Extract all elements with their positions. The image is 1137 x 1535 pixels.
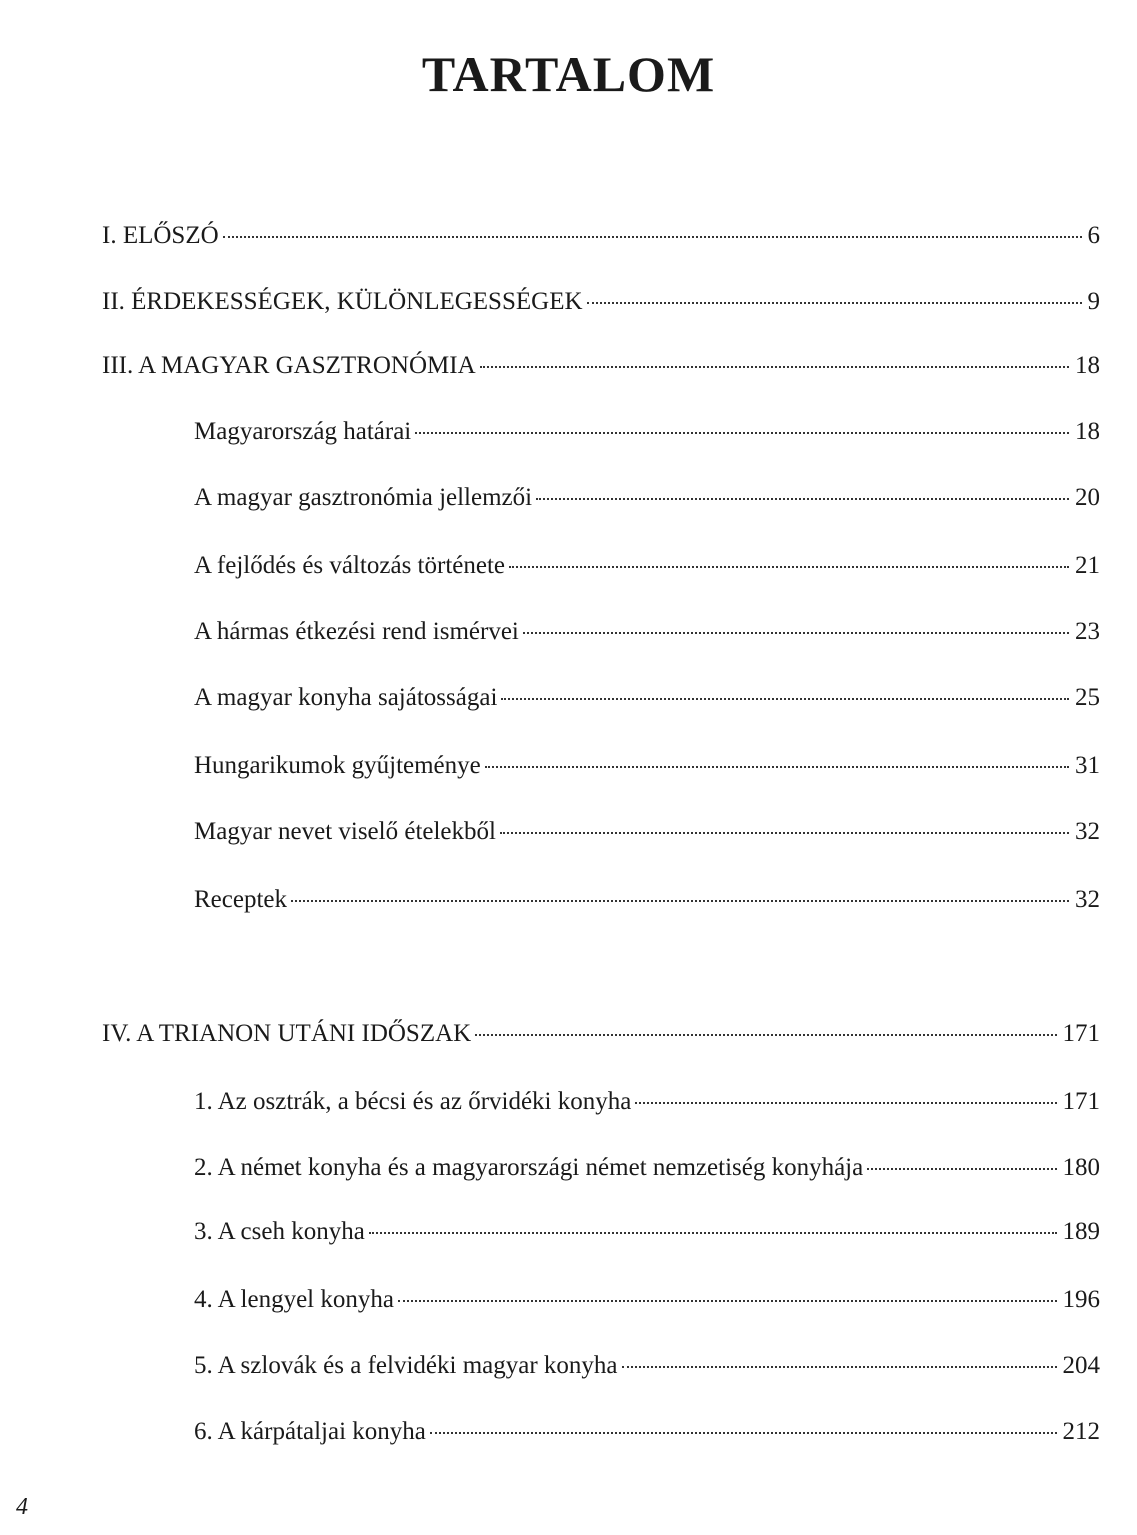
toc-entry-label: 2. A német konyha és a magyarországi német nemzetiség konyhája: [194, 1154, 864, 1181]
toc-subentry: [194, 750, 1100, 782]
toc-entry-label: Receptek: [194, 886, 288, 913]
toc-entry-label: 5. A szlovák és a felvidéki magyar konyha: [194, 1352, 618, 1379]
toc-subentry: [194, 1086, 1100, 1118]
toc-entry-label: 4. A lengyel konyha: [194, 1286, 394, 1313]
toc-entry-label: A hármas étkezési rend ismérvei: [194, 618, 519, 645]
toc-entry-label: III. A MAGYAR GASZTRONÓMIA: [102, 352, 476, 379]
toc-entry-label: Magyarország határai: [194, 418, 412, 445]
dot-leader: [523, 632, 1069, 634]
toc-subentry: [194, 1416, 1100, 1448]
toc-entry-page: 212: [1062, 1418, 1100, 1445]
dot-leader: [223, 236, 1082, 238]
toc-entry-label: Hungarikumok gyűjteménye: [194, 752, 481, 779]
toc-subentry: [194, 616, 1100, 648]
toc-subentry: [194, 1152, 1100, 1184]
toc-subentry: [194, 816, 1100, 848]
dot-leader: [415, 432, 1069, 434]
dot-leader: [430, 1432, 1057, 1434]
toc-entry-magyar-gasztronomia: [102, 350, 1100, 382]
toc-entry-label: A magyar gasztronómia jellemzői: [194, 484, 533, 511]
dot-leader: [475, 1034, 1056, 1036]
toc-entry-page: 171: [1062, 1020, 1100, 1047]
dot-leader: [485, 766, 1069, 768]
toc-entry-page: 32: [1075, 886, 1100, 913]
toc-entry-page: 196: [1062, 1286, 1100, 1313]
toc-entry-label: 3. A cseh konyha: [194, 1218, 365, 1245]
toc-entry-label: 6. A kárpátaljai konyha: [194, 1418, 426, 1445]
toc-entry-page: 20: [1075, 484, 1100, 511]
toc-entry-label: II. ÉRDEKESSÉGEK, KÜLÖNLEGESSÉGEK: [102, 288, 583, 315]
dot-leader: [398, 1300, 1057, 1302]
dot-leader: [500, 832, 1069, 834]
toc-entry-label: I. ELŐSZÓ: [102, 222, 219, 249]
dot-leader: [291, 900, 1069, 902]
toc-subentry: [194, 1350, 1100, 1382]
toc-entry-page: 23: [1075, 618, 1100, 645]
toc-subentry: [194, 1284, 1100, 1316]
dot-leader: [635, 1102, 1056, 1104]
toc-entry-page: 32: [1075, 818, 1100, 845]
toc-entry-page: 180: [1062, 1154, 1100, 1181]
toc-entry-erdekessegek: [102, 286, 1100, 318]
toc-entry-label: A fejlődés és változás története: [194, 552, 505, 579]
toc-entry-page: 189: [1062, 1218, 1100, 1245]
dot-leader: [369, 1232, 1057, 1234]
toc-subentry: [194, 884, 1100, 916]
toc-entry-eloszo: [102, 220, 1100, 252]
toc-entry-page: 9: [1087, 288, 1100, 315]
dot-leader: [867, 1168, 1056, 1170]
dot-leader: [622, 1366, 1057, 1368]
toc-entry-label: 1. Az osztrák, a bécsi és az őrvidéki konyha: [194, 1088, 632, 1115]
toc-entry-trianon: [102, 1018, 1100, 1050]
dot-leader: [501, 698, 1069, 700]
page-number: 4: [16, 1494, 28, 1520]
page-title: TARTALOM: [421, 46, 716, 102]
toc-entry-page: 21: [1075, 552, 1100, 579]
toc-entry-page: 18: [1075, 352, 1100, 379]
dot-leader: [509, 566, 1069, 568]
toc-subentry: [194, 1216, 1100, 1248]
dot-leader: [536, 498, 1069, 500]
dot-leader: [480, 366, 1069, 368]
toc-entry-page: 6: [1087, 222, 1100, 249]
toc-subentry: [194, 550, 1100, 582]
toc-entry-page: 31: [1075, 752, 1100, 779]
toc-entry-label: Magyar nevet viselő ételekből: [194, 818, 496, 845]
toc-subentry: [194, 482, 1100, 514]
dot-leader: [587, 302, 1082, 304]
toc-entry-page: 171: [1062, 1088, 1100, 1115]
toc-entry-label: IV. A TRIANON UTÁNI IDŐSZAK: [102, 1020, 472, 1047]
toc-entry-page: 204: [1062, 1352, 1100, 1379]
toc-entry-label: A magyar konyha sajátosságai: [194, 684, 498, 711]
toc-subentry: [194, 416, 1100, 448]
toc-entry-page: 18: [1075, 418, 1100, 445]
toc-entry-page: 25: [1075, 684, 1100, 711]
toc-subentry: [194, 682, 1100, 714]
